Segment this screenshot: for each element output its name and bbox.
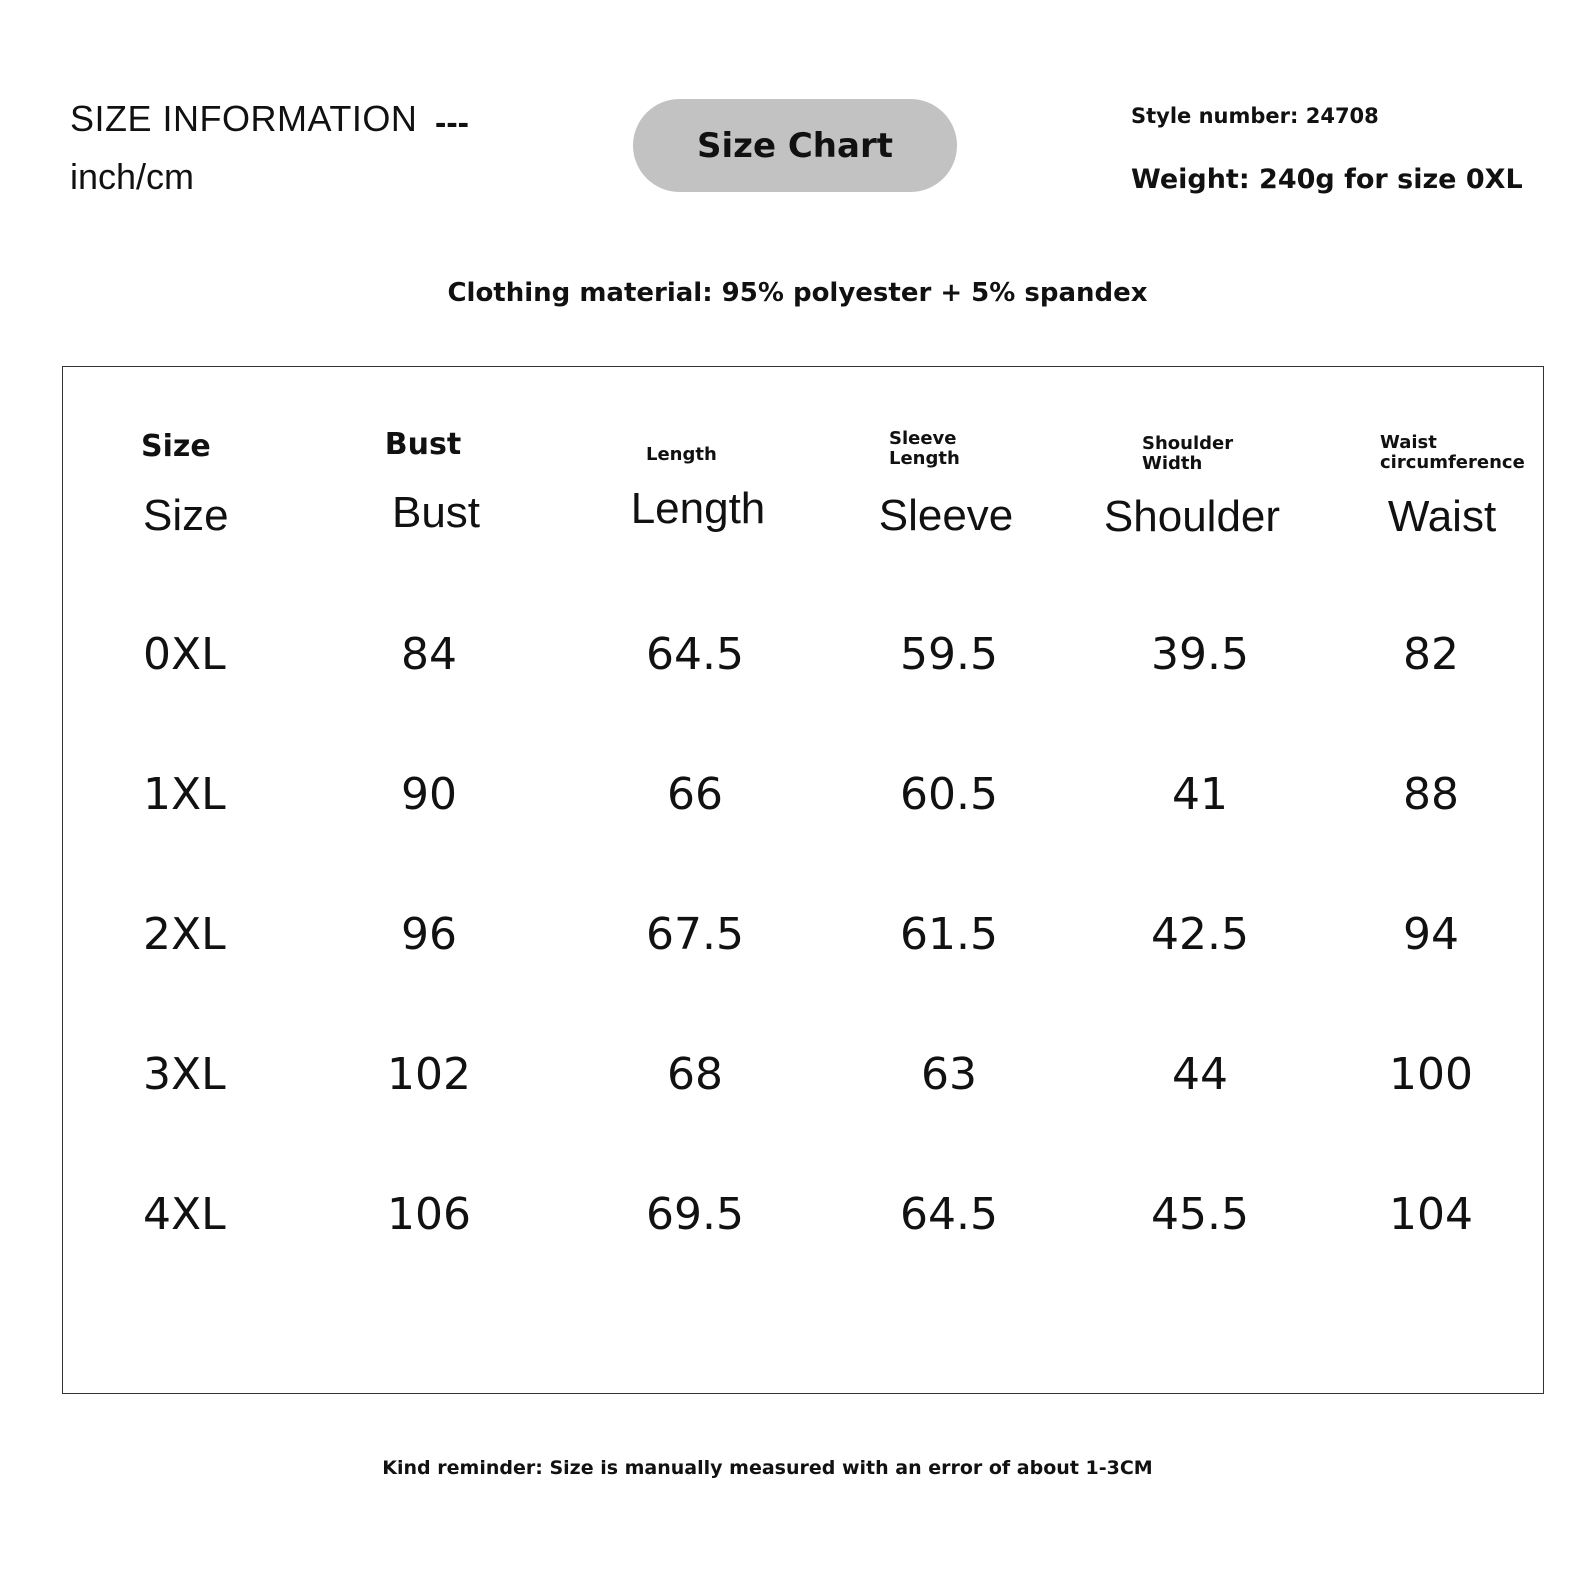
size-chart-badge-label: Size Chart [697, 125, 893, 166]
cell-sleeve-1: 60.5 [900, 769, 998, 820]
cell-sleeve-2: 61.5 [900, 909, 998, 960]
cell-size-0: 0XL [143, 629, 226, 680]
cell-waist-0: 82 [1403, 629, 1459, 680]
header-shoulder-top [1142, 434, 1233, 474]
cell-waist-1: 88 [1403, 769, 1459, 820]
cell-size-2: 2XL [143, 909, 226, 960]
cell-bust-3: 102 [387, 1049, 471, 1100]
cell-bust-2: 96 [401, 909, 457, 960]
header-waist: Waist [1387, 492, 1497, 541]
cell-length-1: 66 [667, 769, 723, 820]
cell-bust-4: 106 [387, 1189, 471, 1240]
material-info: Clothing material: 95% polyester + 5% spandex [447, 278, 1148, 308]
weight-info: Weight: 240g for size 0XL [1131, 164, 1523, 195]
size-chart-badge [633, 99, 957, 192]
header-bust: Bust [391, 488, 481, 537]
title-dash: --- [435, 104, 469, 142]
cell-shoulder-1: 41 [1172, 769, 1228, 820]
header-shoulder: Shoulder [1103, 492, 1281, 541]
header-shoulder-top-line2: Width [1142, 453, 1203, 474]
header-length-top: Length [646, 444, 717, 465]
header-shoulder-top-line1: Shoulder [1142, 433, 1234, 454]
cell-length-0: 64.5 [646, 629, 744, 680]
cell-waist-4: 104 [1389, 1189, 1473, 1240]
cell-size-1: 1XL [143, 769, 226, 820]
header-waist-top-line2: circumference [1380, 452, 1525, 473]
cell-size-4: 4XL [143, 1189, 226, 1240]
header-length: Length [630, 484, 766, 533]
cell-waist-3: 100 [1389, 1049, 1473, 1100]
cell-length-3: 68 [667, 1049, 723, 1100]
cell-length-2: 67.5 [646, 909, 744, 960]
header-bust-top: Bust [384, 427, 462, 462]
cell-bust-1: 90 [401, 769, 457, 820]
cell-size-3: 3XL [143, 1049, 226, 1100]
size-information-title: SIZE INFORMATION [70, 98, 418, 139]
kind-reminder: Kind reminder: Size is manually measured with an error of about 1-3CM [382, 1457, 1153, 1479]
header-waist-top-line1: Waist [1380, 432, 1437, 453]
header-waist-top [1380, 433, 1525, 473]
style-number: Style number: 24708 [1131, 104, 1379, 128]
cell-waist-2: 94 [1403, 909, 1459, 960]
unit-label: inch/cm [70, 156, 195, 197]
cell-length-4: 69.5 [646, 1189, 744, 1240]
cell-shoulder-4: 45.5 [1151, 1189, 1249, 1240]
header-sleeve-top [889, 429, 960, 469]
header-sleeve: Sleeve [878, 491, 1014, 540]
cell-sleeve-0: 59.5 [900, 629, 998, 680]
cell-sleeve-4: 64.5 [900, 1189, 998, 1240]
cell-shoulder-3: 44 [1172, 1049, 1228, 1100]
header-size-top: Size [141, 429, 211, 464]
cell-sleeve-3: 63 [921, 1049, 977, 1100]
cell-bust-0: 84 [401, 629, 457, 680]
cell-shoulder-2: 42.5 [1151, 909, 1249, 960]
header-sleeve-top-line2: Length [889, 448, 960, 469]
header-size: Size [143, 491, 229, 540]
size-table [62, 366, 1544, 1394]
header-sleeve-top-line1: Sleeve [889, 428, 957, 449]
cell-shoulder-0: 39.5 [1151, 629, 1249, 680]
